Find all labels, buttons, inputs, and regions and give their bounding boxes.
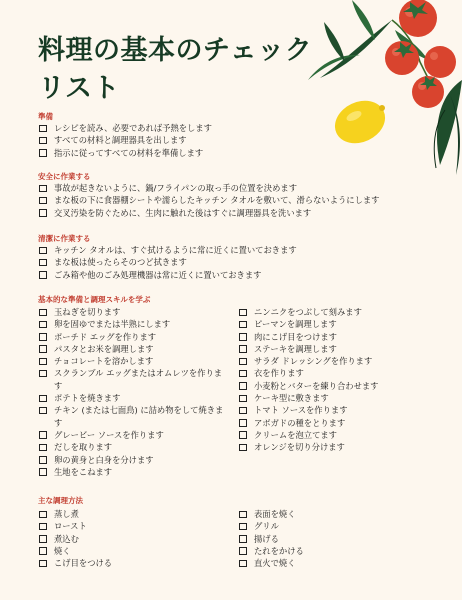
checklist-item-label: 表面を焼く [254,509,296,519]
checklist-item[interactable] [238,520,443,532]
checkbox[interactable] [239,431,247,439]
checklist-item-label: まな板の下に食器棚シートや濡らしたキッチン タオルを敷いて、滑らないようにします [54,195,380,206]
checkbox[interactable] [239,444,247,452]
checklist-item-label: ポテトを焼きます [54,393,121,404]
checklist-item-label: アボガドの種をとります [254,417,346,428]
checklist-item[interactable] [38,306,230,318]
checkbox[interactable] [239,345,247,353]
tomato-lemon-decoration [300,0,462,190]
checklist-item[interactable] [38,318,230,330]
page-title: 料理の基本のチェックリスト [38,35,313,104]
checklist-item[interactable] [238,343,443,355]
checklist-item-label: だしを取ります [54,442,113,453]
checkbox[interactable] [239,382,247,390]
checklist-item-label: ポーチド エッグを作ります [54,331,157,342]
checkbox[interactable] [39,547,47,555]
checklist-item-label: 玉ねぎを切ります [54,307,121,317]
checklist-item[interactable] [38,331,230,343]
section-heading-prep: 準備 [38,112,53,121]
checkbox[interactable] [239,523,247,531]
checkbox[interactable] [39,358,47,366]
checklist-item[interactable] [38,147,338,159]
checkbox[interactable] [39,149,47,157]
skills-checklist-left [38,306,230,478]
checkbox[interactable] [39,137,47,145]
checkbox[interactable] [39,535,47,543]
checkbox[interactable] [39,395,47,403]
safety-checklist [38,182,438,219]
checklist-item[interactable] [38,194,438,206]
checklist-item[interactable] [38,466,230,478]
checklist-item[interactable] [38,256,438,268]
checklist-item[interactable] [38,269,438,281]
checklist-item-label: 交叉汚染を防ぐために、生肉に触れた後はすぐに調理器具を洗います [54,207,312,218]
checkbox[interactable] [39,456,47,464]
checklist-item[interactable] [238,380,443,392]
checklist-item-label: キッチン タオルは、すぐ拭けるように常に近くに置いておきます [54,245,297,255]
checklist-item-label: 卵を固ゆでまたは半熟にします [54,319,171,330]
checklist-item-label: 煮込む [54,533,79,544]
checklist-item-label: ステーキを調理します [254,343,337,354]
checklist-item[interactable] [38,392,230,404]
checklist-item-label: こげ目をつける [54,558,113,569]
checklist-item-label: 蒸し煮 [54,509,79,519]
checklist-item[interactable] [38,508,230,520]
checkbox[interactable] [39,468,47,476]
checklist-item-label: トマト ソースを作ります [254,405,348,416]
checkbox[interactable] [39,444,47,452]
section-heading-safety: 安全に作業する [38,172,91,181]
checkbox[interactable] [39,271,47,279]
checklist-item-label: ごみ箱や他のごみ処理機器は常に近くに置いておきます [54,269,262,280]
checklist-item-label: ピーマンを調理します [254,319,337,330]
checkbox[interactable] [39,370,47,378]
checklist-item-label: 指示に従ってすべての材料を準備します [54,147,204,158]
checklist-item[interactable] [238,331,443,343]
checklist-item-label: オレンジを切り分けます [254,442,345,453]
checklist-item-label: ニンニクをつぶして刻みます [254,307,362,317]
checklist-item[interactable] [38,207,438,219]
checklist-item[interactable] [38,520,230,532]
checklist-item[interactable] [238,533,443,545]
checklist-item[interactable] [38,355,230,367]
checklist-item-label: グレービー ソースを作ります [54,429,164,440]
clean-checklist [38,244,438,281]
checklist-item-label: 卵の黄身と白身を分けます [54,454,154,465]
checklist-item-label: たれをかける [254,545,304,556]
checkbox[interactable] [239,309,247,317]
checklist-item[interactable] [238,355,443,367]
checklist-item[interactable] [238,441,443,453]
checklist-item[interactable] [38,367,230,392]
checklist-item-label: 生地をこねます [54,466,113,477]
checklist-item[interactable] [38,557,230,569]
checklist-item-label: すべての材料と調理器具を出します [54,135,187,146]
checkbox[interactable] [39,209,47,217]
checkbox[interactable] [39,560,47,568]
checklist-item[interactable] [38,404,230,429]
checkbox[interactable] [239,395,247,403]
checklist-item-label: 小麦粉とバターを練り合わせます [254,380,379,391]
checklist-item[interactable] [238,429,443,441]
checklist-item-label: ケーキ型に敷きます [254,393,329,404]
section-heading-methods: 主な調理方法 [38,496,83,505]
checkbox[interactable] [239,547,247,555]
checklist-item-label: ロースト [54,521,87,532]
checklist-item-label: チョコレートを溶かします [54,356,154,367]
checklist-item[interactable] [38,134,338,146]
checklist-item[interactable] [238,417,443,429]
checkbox[interactable] [39,259,47,267]
checklist-item-label: スクランブル エッグまたはオムレツを作ります [54,368,223,391]
checklist-item-label: パスタとお米を調理します [54,343,154,354]
section-heading-clean: 清潔に作業する [38,234,91,243]
checkbox[interactable] [239,321,247,329]
checkbox[interactable] [39,523,47,531]
section-heading-skills: 基本的な準備と調理スキルを学ぶ [38,295,151,304]
checkbox[interactable] [39,197,47,205]
checkbox[interactable] [39,345,47,353]
checkbox[interactable] [39,321,47,329]
checklist-item-label: クリームを泡立てます [254,429,337,440]
checkbox[interactable] [239,535,247,543]
checklist-item-label: 直火で焼く [254,558,296,569]
checkbox[interactable] [239,560,247,568]
checkbox[interactable] [39,431,47,439]
checkbox[interactable] [39,333,47,341]
checkbox[interactable] [239,511,247,519]
checklist-item[interactable] [238,392,443,404]
checkbox[interactable] [239,370,247,378]
checkbox[interactable] [239,358,247,366]
checklist-item[interactable] [38,429,230,441]
checklist-item-label: 肉にこげ目をつけます [254,331,337,342]
checklist-item[interactable] [38,343,230,355]
checklist-item-label: 揚げる [254,533,279,544]
checkbox[interactable] [39,511,47,519]
checklist-item[interactable] [38,441,230,453]
checklist-item-label: 衣を作ります [254,368,304,379]
checklist-item-label: グリル [254,521,279,532]
checkbox[interactable] [39,309,47,317]
checklist-item[interactable] [238,318,443,330]
checklist-item[interactable] [38,454,230,466]
checkbox[interactable] [39,185,47,193]
skills-checklist-right [238,306,443,454]
checkbox[interactable] [239,407,247,415]
checkbox[interactable] [39,407,47,415]
checklist-item[interactable] [238,404,443,416]
checklist-item-label: まな板は使ったらそのつど拭きます [54,257,187,268]
checklist-item-label: レシピを読み、必要であれば予熱をします [54,123,212,133]
methods-checklist-left [38,508,230,569]
checkbox[interactable] [239,419,247,427]
checkbox[interactable] [39,125,47,133]
checklist-item[interactable] [38,122,338,134]
checklist-item[interactable] [38,545,230,557]
checklist-item[interactable] [238,508,443,520]
checklist-item[interactable] [38,182,438,194]
checklist-item-label: 焼く [54,545,71,556]
checklist-item-label: チキン (または七面鳥) に詰め物をして焼きます [54,405,224,428]
prep-checklist [38,122,338,159]
checkbox[interactable] [239,333,247,341]
checklist-item[interactable] [238,306,443,318]
checklist-item-label: 事故が起きないように、鍋/フライパンの取っ手の位置を決めます [54,183,297,193]
checklist-item[interactable] [238,545,443,557]
checklist-item[interactable] [38,244,438,256]
checklist-item-label: サラダ ドレッシングを作ります [254,356,373,367]
checklist-item[interactable] [38,533,230,545]
methods-checklist-right [238,508,443,569]
checklist-item[interactable] [238,367,443,379]
checklist-item[interactable] [238,557,443,569]
checkbox[interactable] [39,247,47,255]
